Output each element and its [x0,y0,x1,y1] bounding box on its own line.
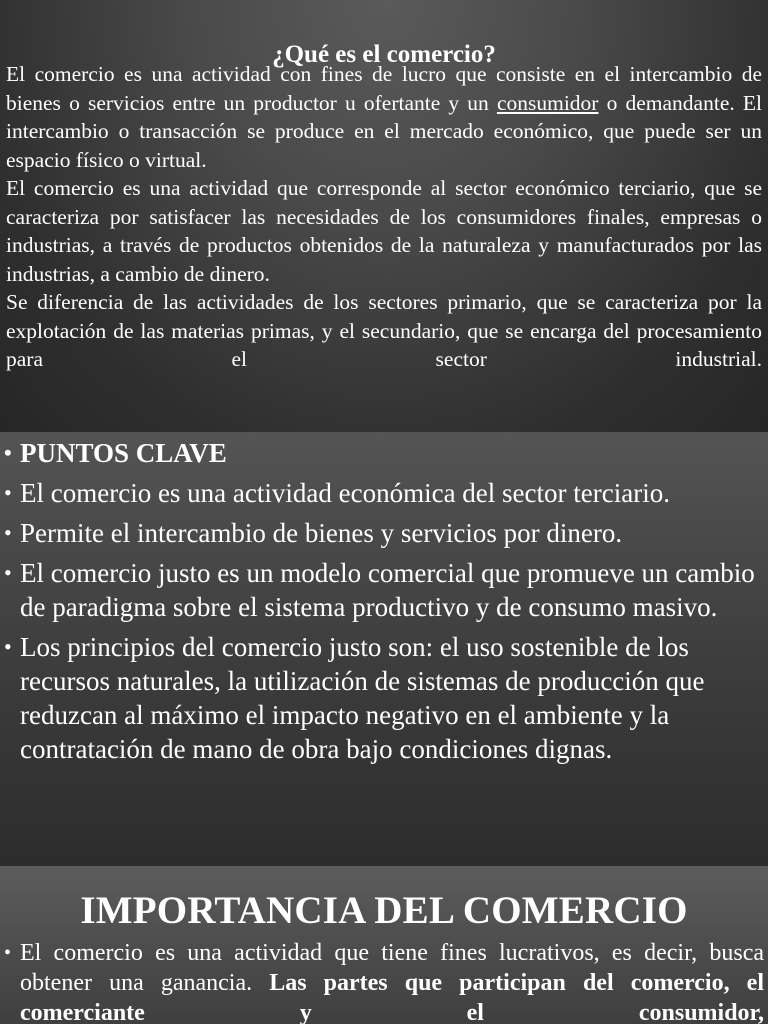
slide-title: ¿Qué es el comercio? [272,41,496,68]
bullet-list [4,436,764,772]
paragraph-bold-text: Las partes que participan del comercio, el comerciante y el consumidor, [20,970,764,1024]
bullet-icon: • [4,520,12,545]
bullet-text: El comercio es una actividad económica del sector terciario. [20,478,670,508]
paragraph-definition [6,60,762,174]
slide-title: IMPORTANCIA DEL COMERCIO [80,889,688,932]
paragraph-difference: Se diferencia de las actividades de los sectores primario, que se caracteriza por la explotación de las materias primas, y el secundario, que se encarga del procesamiento para el sector industrial. [6,290,762,371]
paragraph-text: El comercio es una actividad con fines de lucro que consiste en el intercambio de bienes o servicios entre un productor u ofertante y un [6,62,762,115]
bullet-item [4,556,764,624]
bullet-icon: • [4,634,12,659]
bullet-icon: • [4,480,12,505]
consumidor-link[interactable]: consumidor [496,90,599,115]
slide-puntos-clave [0,432,768,866]
paragraph-text: El comercio es una actividad que tiene fines lucrativos, es decir, busca obtener una ganancia. [20,940,764,996]
slide-body [6,60,762,374]
bullet-icon: • [4,440,12,465]
bullet-item-heading [4,436,764,470]
paragraph-text: o demandante. El intercambio o transacción se produce en el mercado económico, que puede ser un espacio físico o virtual. [6,90,762,172]
slide-importancia [0,866,768,1024]
bullet-text: PUNTOS CLAVE [20,438,227,468]
bullet-text: El comercio justo es un modelo comercial que promueve un cambio de paradigma sobre el sistema productivo y de consumo masivo. [20,558,755,622]
bullet-text: Los principios del comercio justo son: el uso sostenible de los recursos naturales, la utilización de sistemas de producción que reduzcan al máximo el impacto negativo en el ambiente y la contratación de mano de obra bajo condiciones dignas. [20,632,705,764]
bullet-item [4,476,764,510]
bullet-item [4,630,764,766]
slide-body [4,938,764,1024]
bullet-text: Permite el intercambio de bienes y servicios por dinero. [20,518,623,548]
bullet-icon: • [4,942,12,964]
paragraph-sector: El comercio es una actividad que corresponde al sector económico terciario, que se caracteriza por satisfacer las necesidades de los consumidores finales, empresas o industrias, a través de productos obtenidos de la naturaleza y manufacturados por las industrias, a cambio de dinero. [6,176,762,286]
bullet-item [4,516,764,550]
slide-que-es-comercio [0,0,768,432]
bullet-icon: • [4,560,12,585]
paragraph-importance [4,938,764,1024]
